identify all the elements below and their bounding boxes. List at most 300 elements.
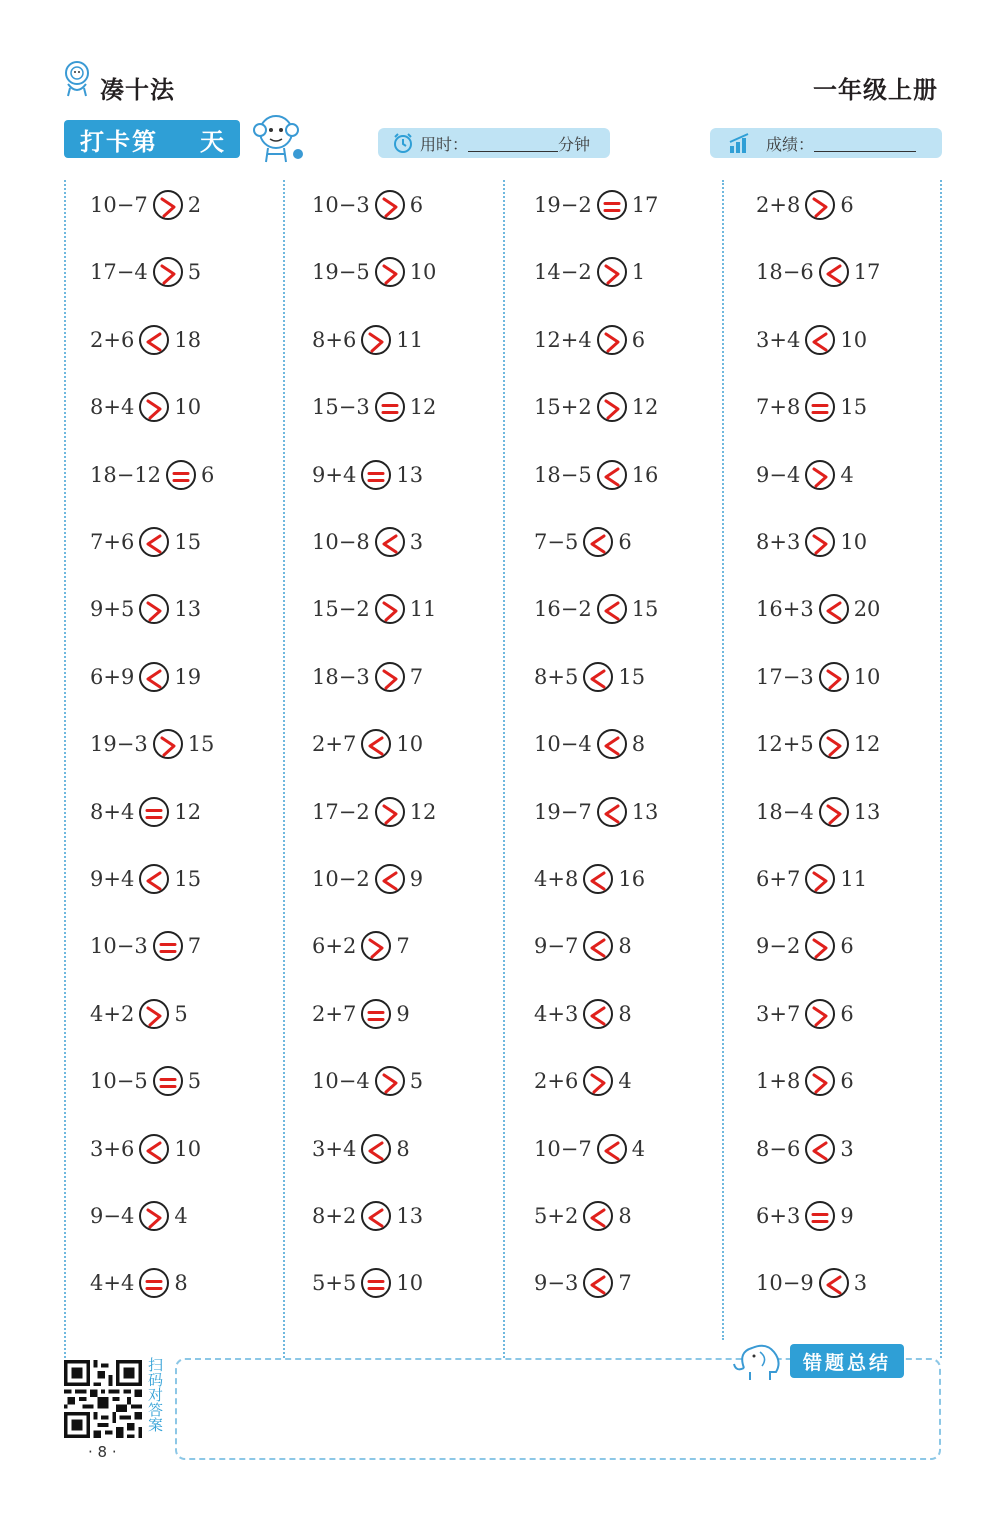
answer-circle[interactable]	[819, 729, 849, 759]
bar-chart-icon	[728, 132, 752, 154]
problem-item	[90, 589, 201, 629]
problem-expression: 4+4	[90, 1271, 135, 1295]
answer-circle[interactable]	[597, 460, 627, 490]
problem-rhs: 15	[174, 867, 202, 891]
answer-mark-icon	[807, 327, 833, 357]
time-unit: 分钟	[558, 134, 591, 154]
answer-circle[interactable]	[375, 190, 405, 220]
problem-rhs: 5	[174, 1002, 188, 1026]
problem-rhs: 3	[840, 1137, 854, 1161]
problem-expression: 19−5	[312, 260, 370, 284]
answer-mark-icon	[821, 1270, 847, 1300]
problem-rhs: 6	[409, 193, 424, 217]
problem-item	[90, 994, 188, 1034]
answer-mark-icon	[807, 192, 833, 222]
answer-circle[interactable]	[361, 931, 391, 961]
problem-rhs: 13	[396, 1204, 424, 1228]
answer-mark-icon	[599, 462, 625, 492]
answer-circle[interactable]	[597, 392, 627, 422]
problem-rhs: 12	[409, 395, 437, 419]
checkin-suffix: 天	[200, 127, 226, 156]
answer-circle[interactable]	[805, 325, 835, 355]
page-number: · 8 ·	[88, 1443, 117, 1461]
problem-item	[312, 387, 436, 427]
answer-mark-icon	[377, 394, 403, 424]
problem-expression: 9+4	[312, 463, 357, 487]
problem-expression: 17−2	[312, 800, 370, 824]
problem-item	[534, 522, 632, 562]
answer-mark-icon	[807, 1136, 833, 1166]
answer-circle[interactable]	[361, 999, 391, 1029]
problem-item	[312, 252, 436, 292]
problem-rhs: 13	[396, 463, 424, 487]
problem-expression: 4+2	[90, 1002, 135, 1026]
problem-expression: 15−2	[312, 597, 370, 621]
problem-expression: 4+8	[534, 867, 579, 891]
answer-circle[interactable]	[805, 392, 835, 422]
problem-expression: 2+7	[312, 1002, 357, 1026]
alarm-clock-icon	[392, 132, 414, 154]
answer-circle[interactable]	[139, 1134, 169, 1164]
answer-mark-icon	[141, 1136, 167, 1166]
answer-circle[interactable]	[153, 931, 183, 961]
problem-item	[90, 792, 201, 832]
answer-circle[interactable]	[583, 931, 613, 961]
problem-rhs: 8	[618, 1204, 632, 1228]
answer-mark-icon	[821, 596, 847, 626]
problem-item	[534, 185, 658, 225]
answer-circle[interactable]	[375, 662, 405, 692]
problem-item	[312, 320, 423, 360]
problem-item	[90, 185, 201, 225]
answer-circle[interactable]	[805, 527, 835, 557]
answer-mark-icon	[155, 933, 181, 963]
problem-item	[756, 387, 867, 427]
problem-rhs: 10	[840, 328, 868, 352]
problem-expression: 8+4	[90, 395, 135, 419]
answer-mark-icon	[363, 1001, 389, 1031]
answer-mark-icon	[377, 259, 403, 289]
problem-item	[312, 926, 410, 966]
problem-rhs: 12	[853, 732, 881, 756]
time-blank[interactable]	[468, 135, 558, 152]
problem-rhs: 15	[618, 665, 646, 689]
problem-expression: 19−2	[534, 193, 592, 217]
problem-item	[312, 185, 423, 225]
problem-expression: 9−4	[90, 1204, 135, 1228]
answer-circle[interactable]	[361, 1268, 391, 1298]
problem-item	[756, 994, 854, 1034]
problem-expression: 18−12	[90, 463, 162, 487]
problem-rhs: 3	[853, 1271, 868, 1295]
problem-expression: 8+6	[312, 328, 357, 352]
answer-circle[interactable]	[375, 864, 405, 894]
answer-mark-icon	[141, 866, 167, 896]
problem-rhs: 8	[618, 1002, 632, 1026]
answer-circle[interactable]	[375, 1066, 405, 1096]
problem-item	[312, 455, 423, 495]
problem-rhs: 4	[631, 1137, 646, 1161]
problem-expression: 9−3	[534, 1271, 579, 1295]
problem-item	[534, 1263, 632, 1303]
problem-item	[312, 724, 423, 764]
problem-item	[534, 252, 645, 292]
answer-circle[interactable]	[805, 1066, 835, 1096]
answer-mark-icon	[377, 529, 403, 559]
answer-circle[interactable]	[375, 797, 405, 827]
problem-rhs: 10	[840, 530, 868, 554]
problem-rhs: 12	[174, 800, 202, 824]
problem-rhs: 17	[853, 260, 881, 284]
answer-mark-icon	[141, 799, 167, 829]
problem-item	[534, 455, 658, 495]
checkin-prefix: 打卡第	[80, 127, 158, 156]
answer-circle[interactable]	[361, 325, 391, 355]
problem-rhs: 11	[409, 597, 437, 621]
problem-rhs: 20	[853, 597, 881, 621]
column-divider	[722, 180, 724, 1340]
problem-item	[90, 859, 201, 899]
answer-circle[interactable]	[805, 460, 835, 490]
problem-item	[312, 1061, 423, 1101]
answer-circle[interactable]	[597, 1134, 627, 1164]
answer-circle[interactable]	[819, 257, 849, 287]
problem-expression: 10−9	[756, 1271, 814, 1295]
answer-mark-icon	[821, 799, 847, 829]
problem-item	[756, 1129, 854, 1169]
problem-expression: 10−7	[90, 193, 148, 217]
answer-circle[interactable]	[153, 1066, 183, 1096]
answer-circle[interactable]	[597, 594, 627, 624]
answer-circle[interactable]	[153, 729, 183, 759]
answer-circle[interactable]	[139, 1268, 169, 1298]
problem-item	[756, 859, 867, 899]
column-divider	[64, 180, 66, 1358]
column-divider	[283, 180, 285, 1358]
answer-mark-icon	[585, 933, 611, 963]
problem-item	[312, 1196, 423, 1236]
problem-item	[90, 455, 214, 495]
problem-expression: 10−3	[90, 934, 148, 958]
answer-mark-icon	[363, 1270, 389, 1300]
problem-item	[534, 320, 645, 360]
answer-circle[interactable]	[153, 190, 183, 220]
answer-circle[interactable]	[361, 1201, 391, 1231]
score-field	[710, 128, 942, 158]
answer-circle[interactable]	[375, 594, 405, 624]
problem-expression: 15−3	[312, 395, 370, 419]
problem-expression: 4+3	[534, 1002, 579, 1026]
answer-circle[interactable]	[597, 797, 627, 827]
checkin-banner	[64, 120, 240, 158]
answer-mark-icon	[141, 1001, 167, 1031]
answer-circle[interactable]	[361, 729, 391, 759]
answer-circle[interactable]	[819, 1268, 849, 1298]
problem-rhs: 10	[174, 1137, 202, 1161]
answer-mark-icon	[821, 731, 847, 761]
problem-expression: 19−3	[90, 732, 148, 756]
problem-rhs: 7	[187, 934, 202, 958]
answer-circle[interactable]	[375, 257, 405, 287]
time-field	[378, 128, 610, 158]
problem-item	[756, 320, 867, 360]
problem-expression: 8+5	[534, 665, 579, 689]
problem-expression: 8+2	[312, 1204, 357, 1228]
problem-item	[756, 926, 854, 966]
problem-rhs: 10	[174, 395, 202, 419]
problem-expression: 10−3	[312, 193, 370, 217]
column-divider	[940, 180, 942, 1358]
problem-rhs: 5	[187, 1069, 202, 1093]
time-label: 用时：	[420, 134, 469, 154]
problem-expression: 9+4	[90, 867, 135, 891]
problem-expression: 2+8	[756, 193, 801, 217]
problem-item	[534, 589, 658, 629]
problem-rhs: 9	[409, 867, 424, 891]
problem-expression: 19−7	[534, 800, 592, 824]
answer-mark-icon	[599, 596, 625, 626]
problem-item	[534, 859, 645, 899]
problem-item	[312, 1129, 410, 1169]
answer-circle[interactable]	[819, 797, 849, 827]
answer-mark-icon	[155, 1068, 181, 1098]
answer-mark-icon	[363, 1203, 389, 1233]
answer-mark-icon	[585, 1270, 611, 1300]
answer-mark-icon	[807, 866, 833, 896]
answer-mark-icon	[807, 529, 833, 559]
answer-mark-icon	[821, 664, 847, 694]
problem-expression: 10−8	[312, 530, 370, 554]
answer-circle[interactable]	[597, 325, 627, 355]
answer-mark-icon	[599, 731, 625, 761]
problem-item	[534, 1196, 632, 1236]
answer-circle[interactable]	[139, 662, 169, 692]
answer-circle[interactable]	[153, 257, 183, 287]
problem-item	[756, 589, 880, 629]
score-blank[interactable]	[814, 135, 916, 152]
problem-expression: 6+7	[756, 867, 801, 891]
answer-mark-icon	[599, 799, 625, 829]
problem-expression: 9−4	[756, 463, 801, 487]
problem-item	[312, 589, 436, 629]
problem-rhs: 4	[840, 463, 854, 487]
problem-item	[90, 387, 201, 427]
answer-circle[interactable]	[819, 594, 849, 624]
answer-circle[interactable]	[805, 1134, 835, 1164]
answer-circle[interactable]	[139, 325, 169, 355]
problem-rhs: 5	[187, 260, 202, 284]
problem-expression: 18−5	[534, 463, 592, 487]
answer-mark-icon	[363, 462, 389, 492]
problem-item	[756, 657, 880, 697]
problem-rhs: 4	[618, 1069, 632, 1093]
problem-item	[312, 859, 423, 899]
problem-item	[756, 252, 880, 292]
answer-mark-icon	[599, 327, 625, 357]
problem-rhs: 4	[174, 1204, 188, 1228]
problem-rhs: 12	[409, 800, 437, 824]
answer-mark-icon	[585, 866, 611, 896]
answer-circle[interactable]	[583, 662, 613, 692]
problem-expression: 3+4	[312, 1137, 357, 1161]
answer-circle[interactable]	[583, 1201, 613, 1231]
answer-mark-icon	[807, 462, 833, 492]
problem-item	[756, 1196, 854, 1236]
problem-item	[756, 185, 854, 225]
problem-expression: 7+6	[90, 530, 135, 554]
answer-circle[interactable]	[805, 999, 835, 1029]
qr-code[interactable]	[64, 1360, 142, 1438]
answer-mark-icon	[141, 327, 167, 357]
answer-mark-icon	[599, 1136, 625, 1166]
answer-mark-icon	[141, 394, 167, 424]
problem-rhs: 6	[840, 1002, 854, 1026]
answer-mark-icon	[585, 1203, 611, 1233]
problem-rhs: 6	[840, 1069, 854, 1093]
column-divider	[503, 180, 505, 1358]
answer-circle[interactable]	[139, 392, 169, 422]
answer-circle[interactable]	[583, 1066, 613, 1096]
problem-rhs: 7	[409, 665, 424, 689]
problem-item	[90, 522, 201, 562]
answer-mark-icon	[599, 394, 625, 424]
problem-item	[756, 792, 880, 832]
answer-mark-icon	[141, 664, 167, 694]
problem-expression: 18−6	[756, 260, 814, 284]
answer-circle[interactable]	[597, 729, 627, 759]
answer-circle[interactable]	[819, 662, 849, 692]
answer-circle[interactable]	[361, 1134, 391, 1164]
problem-item	[534, 792, 658, 832]
answer-mark-icon	[377, 596, 403, 626]
answer-circle[interactable]	[805, 1201, 835, 1231]
problem-expression: 3+6	[90, 1137, 135, 1161]
elephant-icon	[730, 1338, 790, 1382]
answer-mark-icon	[807, 1203, 833, 1233]
answer-circle[interactable]	[597, 257, 627, 287]
answer-mark-icon	[377, 1068, 403, 1098]
problem-rhs: 8	[396, 1137, 410, 1161]
problem-rhs: 7	[396, 934, 410, 958]
problem-rhs: 13	[853, 800, 881, 824]
problem-item	[534, 926, 632, 966]
problem-item	[90, 657, 201, 697]
answer-mark-icon	[585, 1001, 611, 1031]
problem-rhs: 5	[409, 1069, 424, 1093]
answer-mark-icon	[585, 529, 611, 559]
answer-circle[interactable]	[597, 190, 627, 220]
problem-expression: 10−4	[312, 1069, 370, 1093]
problem-expression: 18−4	[756, 800, 814, 824]
problem-item	[534, 1061, 632, 1101]
problem-expression: 14−2	[534, 260, 592, 284]
answer-circle[interactable]	[139, 864, 169, 894]
problem-rhs: 8	[618, 934, 632, 958]
answer-circle[interactable]	[583, 527, 613, 557]
answer-mark-icon	[807, 394, 833, 424]
answer-circle[interactable]	[139, 797, 169, 827]
answer-circle[interactable]	[139, 527, 169, 557]
answer-mark-icon	[599, 192, 625, 222]
problem-item	[534, 994, 632, 1034]
problem-rhs: 6	[840, 193, 854, 217]
problem-rhs: 11	[396, 328, 424, 352]
problem-expression: 12+5	[756, 732, 814, 756]
answer-circle[interactable]	[139, 999, 169, 1029]
answer-mark-icon	[807, 1001, 833, 1031]
problem-rhs: 7	[618, 1271, 632, 1295]
problem-expression: 10−5	[90, 1069, 148, 1093]
problem-expression: 1+8	[756, 1069, 801, 1093]
problem-expression: 3+4	[756, 328, 801, 352]
problem-rhs: 17	[631, 193, 659, 217]
answer-circle[interactable]	[583, 864, 613, 894]
problem-rhs: 13	[174, 597, 202, 621]
problem-expression: 9−7	[534, 934, 579, 958]
answer-circle[interactable]	[375, 527, 405, 557]
lion-icon	[60, 58, 94, 98]
problem-item	[312, 792, 436, 832]
problem-item	[90, 320, 201, 360]
answer-circle[interactable]	[805, 190, 835, 220]
problem-item	[756, 1061, 854, 1101]
problem-rhs: 6	[618, 530, 632, 554]
answer-mark-icon	[141, 1203, 167, 1233]
problem-expression: 18−3	[312, 665, 370, 689]
problem-expression: 8+4	[90, 800, 135, 824]
answer-mark-icon	[363, 327, 389, 357]
problem-rhs: 13	[631, 800, 659, 824]
answer-circle[interactable]	[139, 1201, 169, 1231]
answer-circle[interactable]	[583, 1268, 613, 1298]
answer-circle[interactable]	[361, 460, 391, 490]
answer-mark-icon	[599, 259, 625, 289]
problem-rhs: 10	[396, 732, 424, 756]
problem-item	[312, 1263, 423, 1303]
problem-item	[90, 724, 214, 764]
answer-circle[interactable]	[139, 594, 169, 624]
problem-rhs: 16	[631, 463, 659, 487]
answer-mark-icon	[377, 799, 403, 829]
problem-rhs: 11	[840, 867, 868, 891]
score-label: 成绩：	[766, 134, 815, 154]
problem-expression: 8+3	[756, 530, 801, 554]
answer-mark-icon	[807, 933, 833, 963]
problem-expression: 2+6	[534, 1069, 579, 1093]
answer-circle[interactable]	[166, 460, 196, 490]
problem-item	[756, 455, 854, 495]
answer-circle[interactable]	[805, 864, 835, 894]
problem-rhs: 3	[409, 530, 424, 554]
answer-circle[interactable]	[805, 931, 835, 961]
problem-expression: 6+3	[756, 1204, 801, 1228]
problem-item	[534, 1129, 645, 1169]
problem-item	[534, 657, 645, 697]
problem-item	[312, 994, 410, 1034]
problem-item	[90, 926, 201, 966]
problem-expression: 10−2	[312, 867, 370, 891]
problem-expression: 12+4	[534, 328, 592, 352]
problem-item	[90, 1129, 201, 1169]
problem-expression: 17−4	[90, 260, 148, 284]
answer-mark-icon	[363, 1136, 389, 1166]
answer-circle[interactable]	[583, 999, 613, 1029]
problem-rhs: 10	[409, 260, 437, 284]
problem-item	[756, 1263, 867, 1303]
problem-rhs: 8	[174, 1271, 188, 1295]
problem-rhs: 18	[174, 328, 202, 352]
answer-circle[interactable]	[375, 392, 405, 422]
